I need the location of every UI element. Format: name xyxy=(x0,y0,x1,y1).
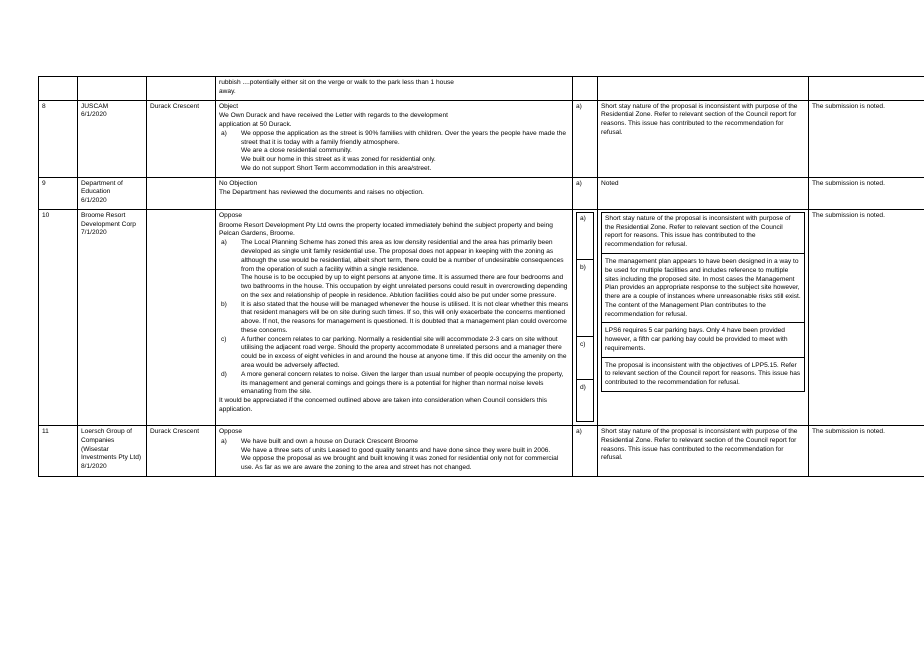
submission-date: 7/1/2020 xyxy=(81,229,107,237)
response-text: Short stay nature of the proposal is inconsistent with purpose of the Residential Zone. Refer to relevant section of the Council report for reasons. This issue has contributed to the recommendation for refusal. xyxy=(602,212,805,253)
cell-response xyxy=(598,77,809,101)
response-letter-row xyxy=(577,212,594,259)
response-letter: c) xyxy=(577,337,594,379)
submission-intro-line: Broome Resort Development Pty Ltd owns the property located immediately behind the subject property and being Pelcan Gardens, Broome. xyxy=(219,221,553,238)
response-row xyxy=(602,254,805,323)
submission-point xyxy=(219,336,569,371)
cell-response-letter xyxy=(573,177,598,209)
cell-submission xyxy=(216,100,573,177)
cell-number xyxy=(39,209,78,425)
cell-name xyxy=(78,100,147,177)
submission-point-list xyxy=(219,239,569,397)
response-row xyxy=(602,357,805,391)
cell-comment xyxy=(809,425,924,476)
submitter-address: Durack Crescent xyxy=(150,102,200,110)
response-letter-row xyxy=(577,260,594,337)
submission-heading: Object xyxy=(219,102,239,110)
response-letter-list xyxy=(576,212,594,422)
submission-point-list xyxy=(219,130,569,174)
response-letter-row xyxy=(577,337,594,379)
submission-intro-line: application at 50 Durack. xyxy=(219,121,292,129)
point-text: The Local Planning Scheme has zoned this area as low density residential and the area has primarily been developed as single unit family residential use. The proposal does not appear in keeping with the zoning as although the use would be residential, albeit short term, there could be a number of undesirable consequences from the operation of such a facility within a single residence. xyxy=(241,239,564,273)
point-text: It is also stated that the house will be managed whenever the house is utilised. It is not clear whether this means that resident managers will be on site during such times. If so, this will only exacerbate the concerns mentioned above. If not, the reasons for management is questioned. It is doubted that a management plan could overcome these concerns. xyxy=(241,300,569,334)
response-letter: b) xyxy=(577,260,594,337)
submitter-address: Durack Crescent xyxy=(150,427,200,435)
cell-submission xyxy=(216,77,573,101)
cell-comment xyxy=(809,209,924,425)
point-marker: a) xyxy=(221,239,227,247)
cell-address xyxy=(147,177,216,209)
cell-submission xyxy=(216,177,573,209)
response-letter: a) xyxy=(576,427,582,435)
comment-text: The submission is noted. xyxy=(812,179,885,187)
submission-intro-line: The Department has reviewed the documents and raises no objection. xyxy=(219,189,424,197)
response-text: Short stay nature of the proposal is inconsistent with purpose of the Residential Zone. Refer to relevant section of the Council report for reasons. This issue has contributed to the recommendation for refusal. xyxy=(601,427,798,462)
response-list xyxy=(601,212,805,392)
table-row xyxy=(39,209,924,425)
point-text: A further concern relates to car parking. Normally a residential site will accommodate 2-3 cars on site without utilising the adjacent road verge. Should the property accommodate 8 unrelated persons and a manager there could be in excess of eight vehicles in and around the house at anyone time. If this did occur the amenity on the area would be adversely affected. xyxy=(241,335,567,369)
cell-address xyxy=(147,425,216,476)
submission-point xyxy=(219,239,569,300)
submitter-name: Loersch Group of Companies (Wisestar Investments Pty Ltd) xyxy=(81,427,142,462)
submission-number: 11 xyxy=(42,427,49,435)
submission-number: 10 xyxy=(42,211,50,219)
cell-address xyxy=(147,209,216,425)
cell-address xyxy=(147,77,216,101)
point-marker: a) xyxy=(221,437,227,445)
cell-response xyxy=(598,100,809,177)
point-marker: d) xyxy=(221,370,227,378)
table-row xyxy=(39,100,924,177)
submissions-table xyxy=(38,76,924,477)
cell-response-letter xyxy=(573,100,598,177)
cell-comment xyxy=(809,100,924,177)
submitter-name: JUSCAM xyxy=(81,102,109,110)
submission-heading: No Objection xyxy=(219,179,258,187)
cell-comment xyxy=(809,77,924,101)
point-text: We oppose the proposal as we brought and built knowing it was zoned for residential only not for commercial use. As far as we are aware the zoning to the area and street has not changed. xyxy=(241,455,559,472)
response-letter: a) xyxy=(576,102,582,110)
table-row xyxy=(39,425,924,476)
response-row xyxy=(602,212,805,253)
cell-response-letter xyxy=(573,77,598,101)
cell-number xyxy=(39,77,78,101)
point-text: We have a three sets of units Leased to good quality tenants and have done since they were built in 2006. xyxy=(241,446,551,454)
response-text: Short stay nature of the proposal is inconsistent with purpose of the Residential Zone. Refer to relevant section of the Council report for reasons. This issue has contributed to the recommendation for refusal. xyxy=(601,102,798,136)
response-text: The proposal is inconsistent with the objectives of LPP5.15. Refer to relevant section of the Council report for reasons. This issue has contributed to the recommendation for refusal. xyxy=(602,357,805,391)
submission-point xyxy=(219,371,569,397)
submission-number: 9 xyxy=(42,179,46,187)
submission-intro-line: We Own Durack and have received the Letter with regards to the development xyxy=(219,112,448,120)
point-marker: a) xyxy=(221,129,227,137)
cell-submission xyxy=(216,209,573,425)
cell-number xyxy=(39,177,78,209)
cell-number xyxy=(39,100,78,177)
table-row-continuation xyxy=(39,77,924,101)
submission-point xyxy=(219,438,569,473)
cell-name xyxy=(78,209,147,425)
point-text: We are a close residential community. xyxy=(241,147,352,155)
cell-address xyxy=(147,100,216,177)
cell-name xyxy=(78,177,147,209)
point-marker: b) xyxy=(221,300,227,308)
table-body xyxy=(39,77,924,477)
cell-response-letter xyxy=(573,209,598,425)
response-text: LPS6 requires 5 car parking bays. Only 4 have been provided however, a fifth car parking bay could be provided to meet with requirements. xyxy=(602,323,805,357)
table-row xyxy=(39,177,924,209)
point-text: We built our home in this street as it was zoned for residential only. xyxy=(241,156,436,164)
point-text: We oppose the application as the street is 90% families with children. Over the years the people have made the street that it is today with a family friendly atmosphere. xyxy=(241,129,566,146)
point-marker: c) xyxy=(221,335,227,343)
point-text: We do not support Short Term accommodation in this area/street. xyxy=(241,164,432,172)
response-letter: a) xyxy=(577,212,594,259)
submission-date: 6/1/2020 xyxy=(81,197,107,205)
comment-text: The submission is noted. xyxy=(812,427,885,435)
submission-date: 8/1/2020 xyxy=(81,463,107,471)
point-text: A more general concern relates to noise. Given the larger than usual number of people occupying the property, its management and general comings and goings there is a potential for higher than normal noise levels emanating from the site. xyxy=(241,370,564,396)
cell-number xyxy=(39,425,78,476)
cell-response-letter xyxy=(573,425,598,476)
submission-point-list xyxy=(219,438,569,473)
point-text: The house is to be occupied by up to eight persons at anyone time. It is assumed there are four bedrooms and two bathrooms in the house. This occupation by eight unrelated persons could result in overcrowding depending on the sex and relationship of people in residence. Ablution facilities could also be put under some pressure. xyxy=(241,274,568,299)
submission-heading: Oppose xyxy=(219,427,243,435)
point-text: We have built and own a house on Durack Crescent Broome xyxy=(241,437,418,445)
submission-date: 6/1/2020 xyxy=(81,111,107,119)
response-letter-row xyxy=(577,379,594,421)
cell-response xyxy=(598,177,809,209)
cell-name xyxy=(78,425,147,476)
cell-response xyxy=(598,425,809,476)
submitter-name: Department of Education xyxy=(81,179,123,196)
submission-heading: Oppose xyxy=(219,211,243,219)
submission-point xyxy=(219,301,569,336)
submission-closing: It would be appreciated if the concerned outlined above are taken into consideration when Council considers this application. xyxy=(219,397,548,413)
response-text: Noted xyxy=(601,179,619,187)
cell-name xyxy=(78,77,147,101)
submission-text-line: rubbish ....potentially either sit on the verge or walk to the park less than 1 house xyxy=(219,79,454,86)
response-row xyxy=(602,323,805,357)
response-letter: d) xyxy=(577,379,594,421)
cell-response xyxy=(598,209,809,425)
response-letter: a) xyxy=(576,179,582,187)
submission-text-line: away. xyxy=(219,87,236,95)
response-text: The management plan appears to have been designed in a way to be used for multiple facilities and includes reference to multiple sites including the proposed site. In most cases the Management Plan provides an appropriate response to the subject site however, there are a couple of instances where unreasonable risks still exist. The content of the Management Plan contributes to the recommendation for refusal. xyxy=(602,254,805,323)
comment-text: The submission is noted. xyxy=(812,211,885,219)
cell-submission xyxy=(216,425,573,476)
comment-text: The submission is noted. xyxy=(812,102,885,110)
submission-point xyxy=(219,130,569,174)
submitter-name: Broome Resort Development Corp xyxy=(81,211,136,228)
cell-comment xyxy=(809,177,924,209)
submission-number: 8 xyxy=(42,102,46,110)
